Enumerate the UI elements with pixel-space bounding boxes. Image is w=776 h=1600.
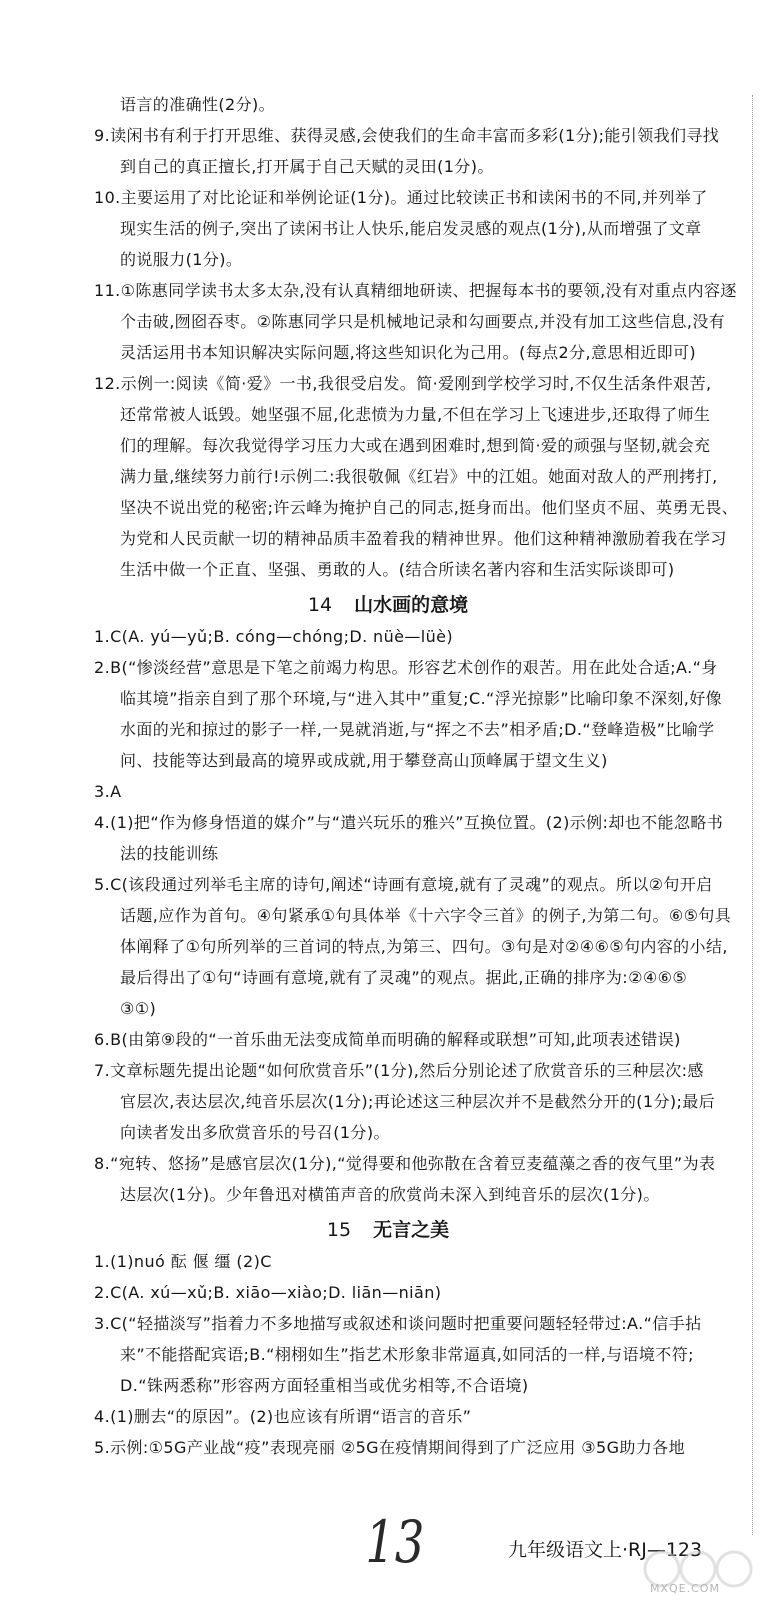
answer-line: 生活中做一个正直、坚强、勇敢的人。(结合所读名著内容和生活实际谈即可) (120, 560, 675, 579)
answer-line: 2.B(“惨淡经营”意思是下笔之前竭力构思。形容艺术创作的艰苦。用在此处合适;A.“身 (94, 658, 718, 677)
answer-line: 现实生活的例子,突出了读闲书让人快乐,能启发灵感的观点(1分),从而增强了文章 (120, 219, 702, 238)
section-number: 15 (326, 1219, 352, 1241)
answer-line: 临其境”指亲自到了那个环境,与“进入其中”重复;C.“浮光掠影”比喻印象不深刻,好像 (120, 689, 723, 708)
answer-line: 向读者发出多欣赏音乐的号召(1分)。 (120, 1123, 390, 1142)
answer-line: 最后得出了①句“诗画有意境,就有了灵魂”的观点。据此,正确的排序为:②④⑥⑤ (120, 968, 688, 987)
answer-line: 官层次,表达层次,纯音乐层次(1分);再论述这三种层次并不是截然分开的(1分);最后 (120, 1092, 716, 1111)
answer-line: 到自己的真正擅长,打开属于自己天赋的灵田(1分)。 (120, 157, 494, 176)
answer-line: ③①) (120, 999, 157, 1018)
answer-line: 8.“宛转、悠扬”是感官层次(1分),“觉得要和他弥散在含着豆麦蕴藻之香的夜气里”为表 (94, 1154, 716, 1173)
answer-line: D.“铢两悉称”形容两方面轻重相当或优劣相等,不合语境) (120, 1376, 529, 1395)
answer-line: 问、技能等达到最高的境界或成就,用于攀登高山顶峰属于望文生义) (120, 751, 608, 770)
answer-line: 1.C(A. yú—yǔ;B. cóng—chóng;D. nüè—lüè) (94, 627, 454, 646)
answer-line: 个击破,囫囵吞枣。②陈惠同学只是机械地记录和勾画要点,并没有加工这些信息,没有 (120, 312, 726, 331)
answer-line: 3.C(“轻描淡写”指着力不多地描写或叙述和谈问题时把重要问题轻轻带过:A.“信手拈 (94, 1314, 702, 1333)
section-number: 14 (307, 594, 333, 616)
answer-line: 坚决不说出党的秘密;许云峰为掩护自己的同志,挺身而出。他们坚贞不屈、英勇无畏、 (120, 498, 739, 517)
answer-line: 话题,应作为首句。④句紧承①句具体举《十六字令三首》的例子,为第二句。⑥⑤句具 (120, 906, 732, 925)
answer-line: 语言的准确性(2分)。 (120, 95, 276, 114)
answer-line: 3.A (94, 782, 122, 801)
footer-grade-subject-page: 九年级语文上·RJ—123 (508, 1539, 703, 1561)
answer-line: 2.C(A. xú—xǔ;B. xiāo—xiào;D. liān—niān) (94, 1283, 442, 1302)
section-heading (0, 593, 776, 617)
answer-line: 来”不能搭配宾语;B.“栩栩如生”指艺术形象非常逼真,如同活的一样,与语境不符; (120, 1345, 694, 1364)
section-title: 无言之美 (373, 1219, 450, 1241)
answer-line: 10.主要运用了对比论证和举例论证(1分)。通过比较读正书和读闲书的不同,并列举了 (94, 188, 708, 207)
answer-line: 5.C(该段通过列举毛主席的诗句,阐述“诗画有意境,就有了灵魂”的观点。所以②句开启 (94, 875, 713, 894)
answer-line: 11.①陈惠同学读书太多太杂,没有认真精细地研读、把握每本书的要领,没有对重点内容逐 (94, 281, 737, 300)
answer-line: 达层次(1分)。少年鲁迅对横笛声音的欣赏尚未深入到纯音乐的层次(1分)。 (120, 1185, 660, 1204)
answer-line: 还常常被人诋毁。她坚强不屈,化悲愤为力量,不但在学习上飞速进步,还取得了师生 (120, 405, 711, 424)
answer-line: 的说服力(1分)。 (120, 250, 243, 269)
answer-line: 法的技能训练 (120, 844, 219, 863)
section-title: 山水画的意境 (354, 594, 469, 616)
answer-line: 体阐释了①句所列举的三首词的特点,为第三、四句。③句是对②④⑥⑤句内容的小结, (120, 937, 728, 956)
answer-line: 水面的光和掠过的影子一样,一晃就消逝,与“挥之不去”相矛盾;D.“登峰造极”比喻学 (120, 720, 715, 739)
answer-line: 们的理解。每次我觉得学习压力大或在遇到困难时,想到简·爱的顽强与坚韧,就会充 (120, 436, 711, 455)
answer-line: 满力量,继续努力前行!示例二:我很敬佩《红岩》中的江姐。她面对敌人的严刑拷打, (120, 467, 718, 486)
answer-line: 7.文章标题先提出论题“如何欣赏音乐”(1分),然后分别论述了欣赏音乐的三种层次:感 (94, 1061, 704, 1080)
answer-line: 灵活运用书本知识解决实际问题,将这些知识化为己用。(每点2分,意思相近即可) (120, 343, 697, 362)
binding-margin-dotted-line (752, 95, 753, 1535)
answer-line: 4.(1)删去“的原因”。(2)也应该有所谓“语言的音乐” (94, 1407, 472, 1426)
answer-line: 5.示例:①5G产业战“疫”表现亮丽 ②5G在疫情期间得到了广泛应用 ③5G助力各地 (94, 1438, 685, 1457)
answer-line: 为党和人民贡献一切的精神品质丰盈着我的精神世界。他们这种精神激励着我在学习 (120, 529, 727, 548)
watermark-text: MXQE.COM (650, 1582, 720, 1595)
answer-line: 4.(1)把“作为修身悟道的媒介”与“遣兴玩乐的雅兴”互换位置。(2)示例:却也不能忽略书 (94, 813, 724, 832)
handwritten-page-number: 13 (365, 1508, 425, 1576)
answer-line: 1.(1)nuó 酝 偃 缰 (2)C (94, 1252, 272, 1271)
section-heading (0, 1218, 776, 1242)
answer-line: 6.B(由第⑨段的“一首乐曲无法变成简单而明确的解释或联想”可知,此项表述错误) (94, 1030, 681, 1049)
answer-line: 9.读闲书有利于打开思维、获得灵感,会使我们的生命丰富而多彩(1分);能引领我们寻找 (94, 126, 720, 145)
answer-line: 12.示例一:阅读《简·爱》一书,我很受启发。简·爱刚到学校学习时,不仅生活条件艰苦, (94, 374, 712, 393)
